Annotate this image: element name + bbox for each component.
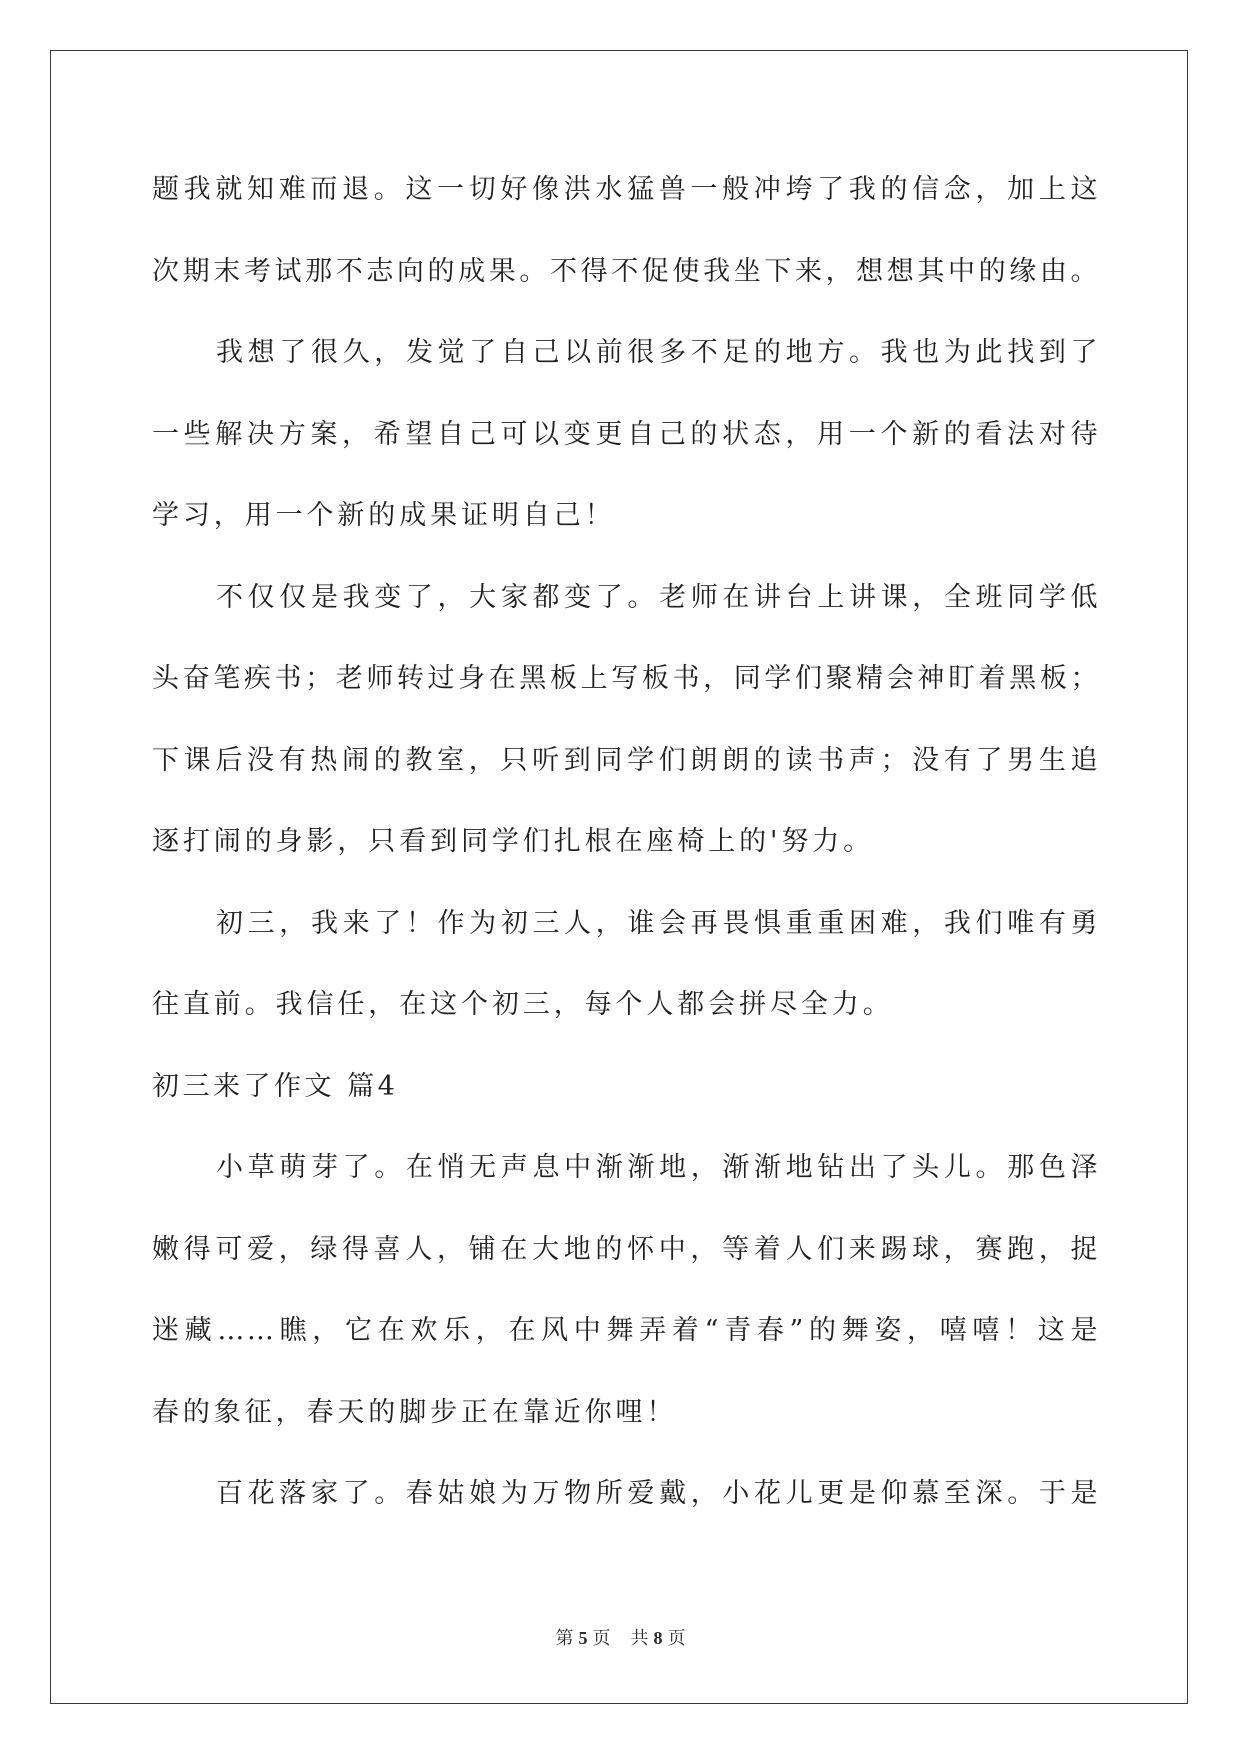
text-line: 初三，我来了！作为初三人，谁会再畏惧重重困难，我们唯有勇: [216, 907, 1100, 939]
page-prefix: 第: [555, 1628, 574, 1649]
section-heading: 初三来了作文 篇4: [152, 1070, 399, 1102]
paragraph: [152, 1127, 1100, 1453]
paragraph: [152, 557, 1100, 883]
text-line: 题我就知难而退。这一切好像洪水猛兽一般冲垮了我的信念，加上这: [152, 174, 1100, 205]
paragraph: [152, 1453, 1100, 1535]
page-suffix: 页: [592, 1628, 611, 1649]
paragraph: [152, 149, 1100, 312]
text-line: 次期末考试那不志向的成果。不得不促使我坐下来，想想其中的缘由。: [152, 255, 1100, 287]
total-prefix: 共: [630, 1628, 649, 1649]
text-line: 小草萌芽了。在悄无声息中渐渐地，渐渐地钻出了头儿。那色泽: [216, 1152, 1100, 1183]
page-footer: [0, 1626, 1241, 1650]
text-line: 一些解决方案，希望自己可以变更自己的状态，用一个新的看法对待: [152, 418, 1100, 450]
text-line: 下课后没有热闹的教室，只听到同学们朗朗的读书声；没有了男生追: [152, 744, 1100, 776]
text-line: 头奋笔疾书；老师转过身在黑板上写板书，同学们聚精会神盯着黑板；: [152, 663, 1100, 694]
total-suffix: 页: [667, 1628, 686, 1649]
text-line: 学习，用一个新的成果证明自己！: [152, 500, 616, 531]
text-line: 百花落家了。春姑娘为万物所爱戴，小花儿更是仰慕至深。于是: [216, 1478, 1100, 1509]
text-line: 我想了很久，发觉了自己以前很多不足的地方。我也为此找到了: [216, 337, 1100, 368]
text-line: 嫩得可爱，绿得喜人，铺在大地的怀中，等着人们来踢球，赛跑，捉: [152, 1233, 1100, 1265]
text-line: 不仅仅是我变了，大家都变了。老师在讲台上讲课，全班同学低: [216, 581, 1100, 613]
paragraph: [152, 312, 1100, 557]
text-line: 迷藏……瞧，它在欢乐，在风中舞弄着“青春”的舞姿，嘻嘻！这是: [152, 1315, 1100, 1346]
text-line: 往直前。我信任，在这个初三，每个人都会拼尽全力。: [152, 989, 894, 1020]
total-pages: 8: [653, 1628, 663, 1648]
paragraph: [152, 883, 1100, 1046]
text-line: 春的象征，春天的脚步正在靠近你哩！: [152, 1396, 678, 1428]
page-number: 5: [578, 1628, 588, 1648]
document-body: [152, 149, 1100, 1535]
text-line: 逐打闹的身影，只看到同学们扎根在座椅上的'努力。: [152, 826, 875, 857]
